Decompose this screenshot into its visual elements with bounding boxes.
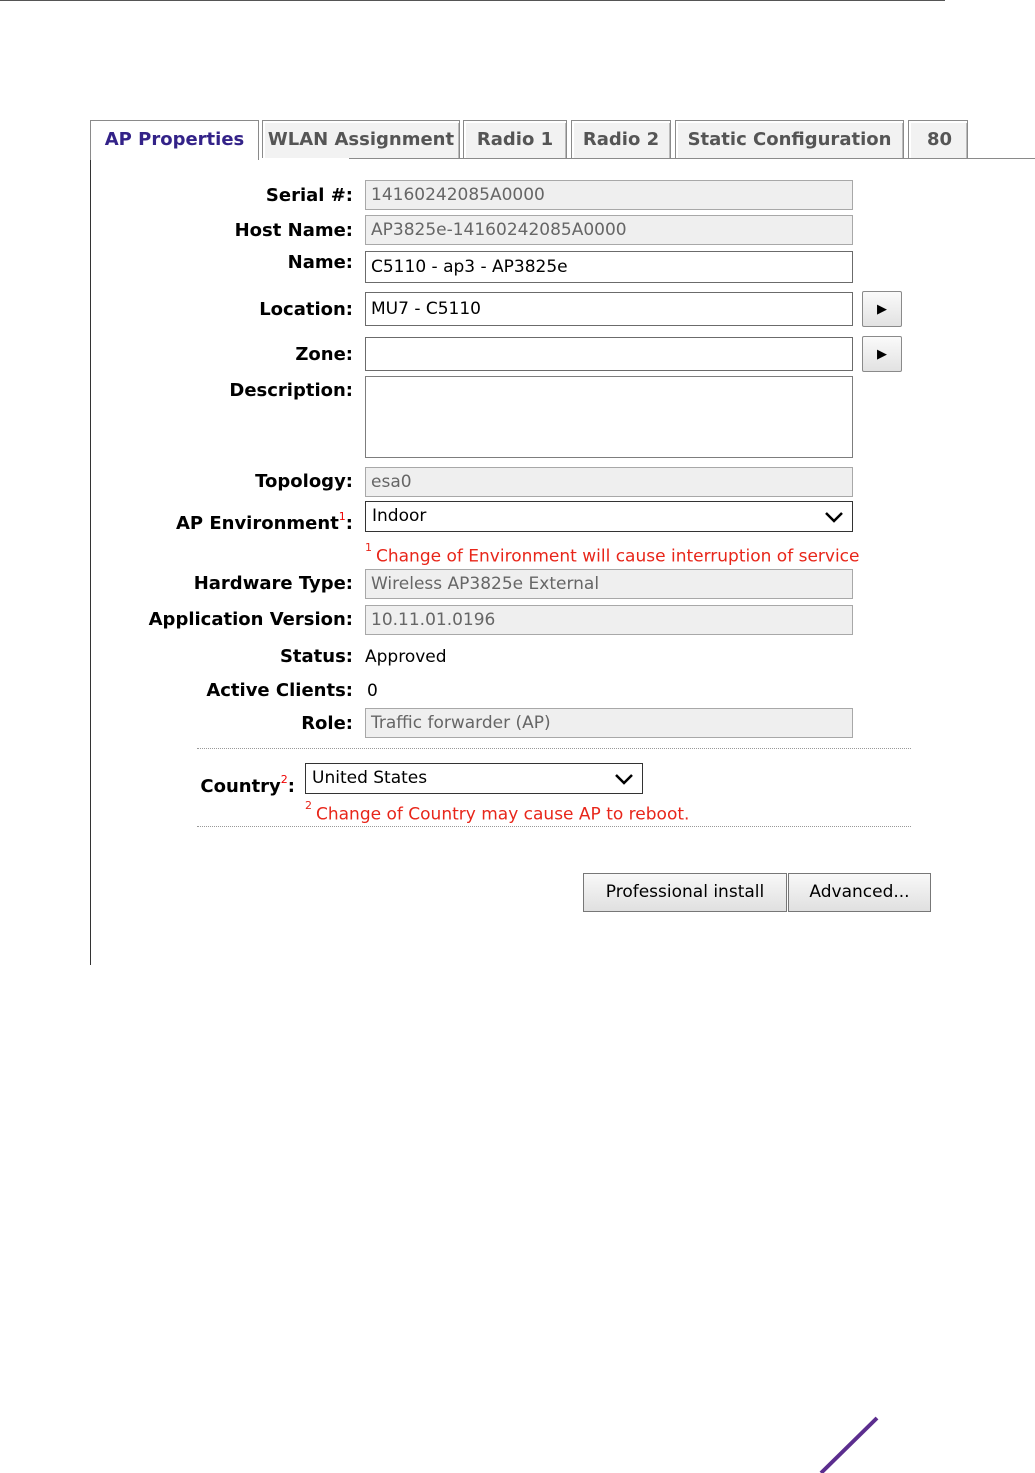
tab-wlan-assignment[interactable]: WLAN Assignment bbox=[262, 120, 460, 158]
location-input[interactable]: MU7 - C5110 bbox=[365, 292, 853, 326]
footnote-marker: 1 bbox=[338, 510, 346, 523]
advanced-button[interactable]: Advanced... bbox=[788, 873, 931, 912]
divider-bottom bbox=[197, 826, 911, 827]
ap-environment-label: AP Environment$^1$: bbox=[175, 510, 353, 534]
description-label: Description: bbox=[229, 380, 353, 401]
ap-environment-select[interactable] bbox=[365, 501, 853, 532]
hardware-type-label: Hardware Type: bbox=[193, 573, 353, 594]
tab-strip bbox=[90, 120, 953, 160]
location-picker-button[interactable] bbox=[862, 291, 902, 327]
environment-warning: $^1$ Change of Environment will cause interruption of service bbox=[365, 541, 860, 567]
status-label: Status: bbox=[279, 646, 353, 667]
play-right-icon: ▶ bbox=[877, 346, 887, 362]
description-textarea[interactable] bbox=[365, 376, 853, 458]
panel-border bbox=[90, 160, 91, 965]
brand-slash-icon bbox=[815, 1415, 885, 1473]
country-warning: $^2$ Change of Country may cause AP to reboot. bbox=[305, 799, 690, 825]
topology-field: esa0 bbox=[365, 467, 853, 497]
application-version-field: 10.11.01.0196 bbox=[365, 605, 853, 635]
topology-label: Topology: bbox=[255, 471, 353, 492]
ap-environment-value: Indoor bbox=[372, 506, 427, 526]
zone-label: Zone: bbox=[295, 344, 353, 365]
country-select[interactable] bbox=[305, 763, 643, 794]
tab-ap-properties[interactable]: AP Properties bbox=[90, 120, 259, 160]
professional-install-button[interactable]: Professional install bbox=[583, 873, 787, 912]
role-label: Role: bbox=[301, 713, 353, 734]
country-value: United States bbox=[312, 768, 428, 788]
location-label: Location: bbox=[259, 299, 353, 320]
serial-field: 14160242085A0000 bbox=[365, 180, 853, 210]
zone-input[interactable] bbox=[365, 337, 853, 371]
application-version-label: Application Version: bbox=[148, 609, 353, 630]
zone-picker-button[interactable] bbox=[862, 336, 902, 372]
host-name-label: Host Name: bbox=[234, 220, 353, 241]
name-label: Name: bbox=[287, 252, 353, 273]
tab-overflow[interactable]: 80 bbox=[908, 120, 968, 158]
host-name-field: AP3825e-14160242085A0000 bbox=[365, 215, 853, 245]
status-value: Approved bbox=[365, 647, 447, 667]
tab-radio-1[interactable]: Radio 1 bbox=[463, 120, 567, 158]
divider-top bbox=[197, 748, 911, 749]
chevron-down-icon bbox=[614, 769, 634, 789]
play-right-icon: ▶ bbox=[877, 301, 887, 317]
hardware-type-field: Wireless AP3825e External bbox=[365, 569, 853, 599]
active-clients-label: Active Clients: bbox=[206, 680, 353, 701]
name-input[interactable]: C5110 - ap3 - AP3825e bbox=[365, 251, 853, 283]
top-rule bbox=[0, 0, 945, 1]
tab-underline bbox=[349, 158, 1035, 159]
serial-label: Serial #: bbox=[265, 185, 353, 206]
footnote-marker: 2 bbox=[280, 773, 288, 786]
role-field: Traffic forwarder (AP) bbox=[365, 708, 853, 738]
tab-static-configuration[interactable]: Static Configuration bbox=[675, 120, 904, 158]
country-label: Country$^2$: bbox=[200, 773, 295, 797]
chevron-down-icon bbox=[824, 507, 844, 527]
tab-radio-2[interactable]: Radio 2 bbox=[571, 120, 671, 158]
active-clients-value: 0 bbox=[367, 681, 378, 701]
